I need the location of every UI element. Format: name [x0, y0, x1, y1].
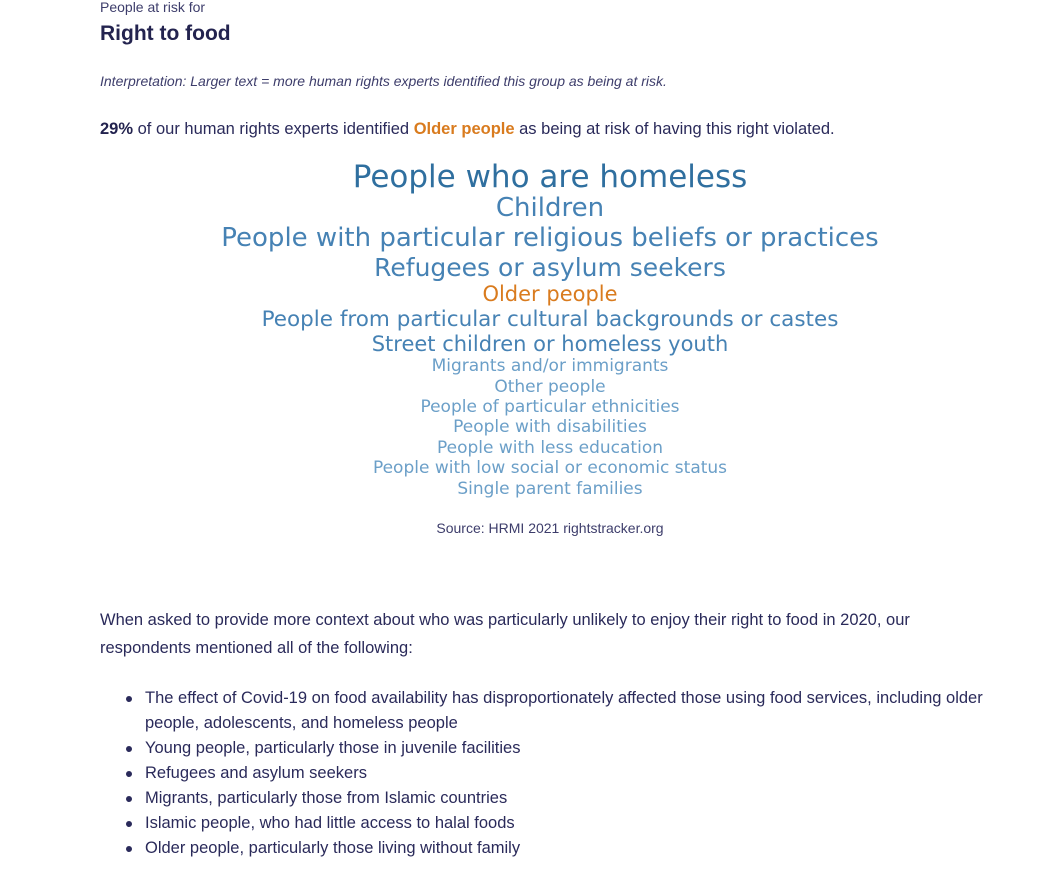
stat-percent: 29%: [100, 120, 134, 138]
cloud-word-refugees: Refugees or asylum seekers: [374, 253, 726, 282]
cloud-word-religious: People with particular religious beliefs or practices: [221, 223, 879, 253]
stat-sentence: [100, 118, 1000, 140]
list-item: Islamic people, who had little access to halal foods: [145, 811, 1025, 836]
cloud-word-older-people: Older people: [482, 282, 618, 306]
interpretation-note: Interpretation: Larger text = more human rights experts identified this group as being at risk.: [100, 73, 667, 89]
cloud-word-low-status: People with low social or economic status: [372, 458, 728, 478]
list-item: Older people, particularly those living without family: [145, 836, 1025, 861]
stat-group: Older people: [413, 120, 515, 138]
stat-prefix: of our human rights experts identified: [133, 120, 414, 138]
header-section: [100, 0, 1000, 140]
cloud-word-homeless: People who are homeless: [352, 159, 748, 195]
list-item: The effect of Covid-19 on food availability has disproportionately affected those using food services, including older people, adolescents, and homeless people: [145, 686, 1025, 736]
source-note: Source: HRMI 2021 rightstracker.org: [436, 520, 664, 536]
cloud-word-less-education: People with less education: [436, 438, 663, 458]
cloud-word-disabilities: People with disabilities: [453, 417, 647, 437]
context-list: [100, 686, 1025, 861]
cloud-word-ethnicities: People of particular ethnicities: [420, 397, 680, 417]
list-item: Migrants, particularly those from Islamic countries: [145, 786, 1025, 811]
cloud-word-children: Children: [495, 193, 605, 223]
cloud-word-other: Other people: [494, 377, 606, 397]
cloud-word-migrants: Migrants and/or immigrants: [431, 356, 669, 376]
page-eyebrow: People at risk for: [100, 0, 206, 15]
list-item: Young people, particularly those in juvenile facilities: [145, 736, 1025, 761]
cloud-word-single-parent: Single parent families: [457, 479, 643, 499]
list-item: Refugees and asylum seekers: [145, 761, 1025, 786]
word-cloud: [0, 160, 1046, 500]
cloud-word-street-children: Street children or homeless youth: [371, 332, 729, 356]
page-title: Right to food: [100, 22, 231, 45]
context-paragraph: When asked to provide more context about who was particularly unlikely to enjoy their right to food in 2020, our respondents mentioned all of the following:: [100, 611, 910, 657]
cloud-word-cultural: People from particular cultural backgrounds or castes: [261, 307, 839, 332]
stat-suffix: as being at risk of having this right violated.: [514, 120, 835, 138]
